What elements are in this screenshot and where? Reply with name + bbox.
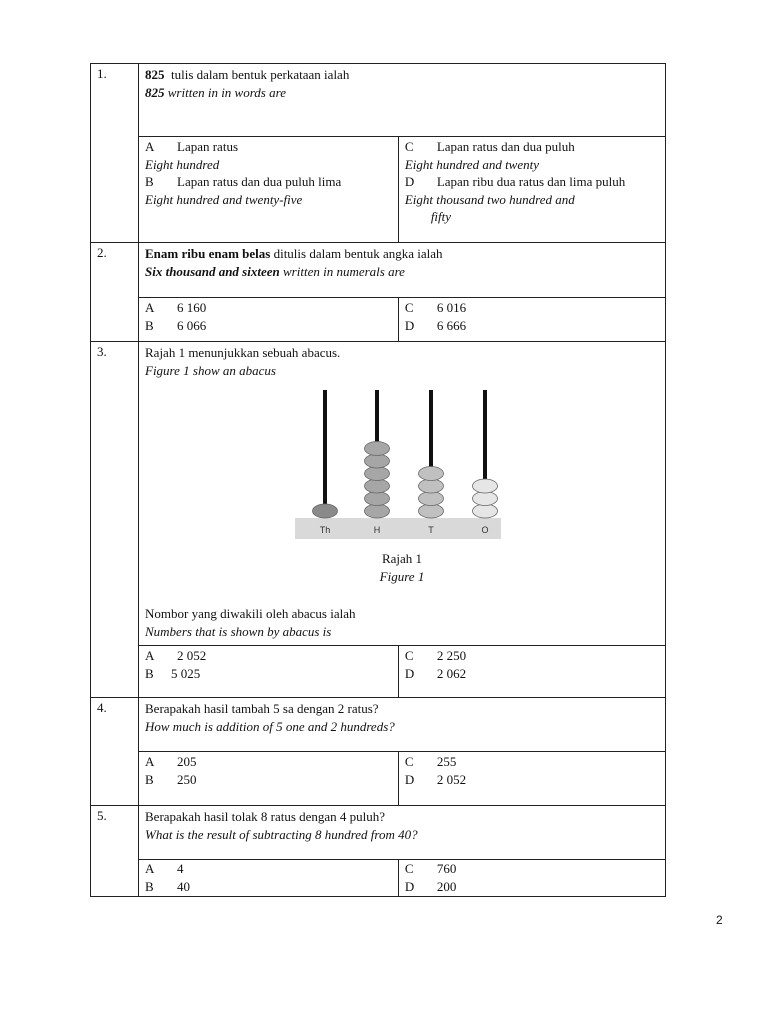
question-5-row [91, 806, 666, 860]
question-5-en: What is the result of subtracting 8 hundred from 40? [145, 827, 418, 842]
question-1-options [139, 137, 666, 243]
question-3-text [139, 342, 666, 646]
abacus-bead [365, 442, 390, 456]
option-letter: A [145, 648, 155, 663]
option-text-ms: Lapan ribu dua ratus dan lima puluh [436, 174, 626, 189]
option-value: 205 [177, 754, 197, 769]
option-letter: C [404, 754, 414, 769]
svg-text:°: ° [395, 384, 397, 387]
option-letter: C [404, 648, 414, 663]
option-text-en: Eight hundred and twenty [404, 156, 540, 172]
abacus-bead [365, 479, 390, 493]
question-3-en: Figure 1 show an abacus [145, 363, 276, 378]
question-1-en-rest: written in in words are [164, 85, 286, 100]
rod-label-o: O [481, 525, 489, 535]
question-2-option-a[interactable] [145, 299, 392, 317]
question-2-options-row [91, 298, 666, 342]
option-text-en: Eight thousand two hundred and [404, 191, 575, 207]
question-1-ms-rest: tulis dalam bentuk perkataan ialah [164, 67, 350, 82]
question-2-text [139, 243, 666, 298]
question-1-en-bold: 825 [145, 85, 165, 100]
option-value: 760 [436, 861, 457, 876]
question-1-option-c[interactable] [405, 138, 659, 156]
question-4-option-c[interactable] [405, 753, 659, 771]
option-letter: B [145, 665, 154, 681]
question-4-option-a[interactable] [145, 753, 392, 771]
question-2-ms-rest: ditulis dalam bentuk angka ialah [270, 246, 443, 261]
question-2-en-bold: Six thousand and sixteen [145, 264, 280, 279]
option-letter: B [145, 771, 154, 787]
question-5-option-a[interactable] [145, 860, 392, 878]
abacus-bead [473, 504, 498, 518]
abacus-drawing [145, 384, 705, 550]
figure-caption-en: Figure 1 [379, 569, 425, 584]
abacus-bead [419, 467, 444, 481]
option-letter: C [404, 300, 414, 315]
abacus-figure [145, 384, 659, 550]
abacus-bead [365, 454, 390, 468]
option-letter: C [404, 861, 414, 876]
question-1-option-b[interactable] [145, 173, 392, 191]
option-value: 200 [436, 878, 457, 894]
question-1-ms-bold: 825 [145, 67, 165, 82]
option-text-en: Eight hundred and twenty-five [145, 191, 303, 207]
page-number: 2 [716, 913, 723, 927]
question-2-ms-bold: Enam ribu enam belas [145, 246, 271, 261]
option-value: 255 [436, 754, 457, 769]
question-5-number: 5. [91, 806, 139, 897]
question-1-option-a[interactable] [145, 138, 392, 156]
question-4-ms: Berapakah hasil tambah 5 sa dengan 2 ratus? [145, 701, 379, 716]
question-4-text [139, 698, 666, 752]
question-3-options-row [91, 646, 666, 698]
question-4-options-row [91, 752, 666, 806]
option-letter: D [404, 317, 415, 333]
abacus-bead [313, 504, 338, 518]
option-value: 40 [177, 878, 190, 894]
option-value: 2 062 [436, 665, 467, 681]
option-text-en: Eight hundred [145, 156, 220, 172]
question-3-en-2: Numbers that is shown by abacus is [145, 624, 332, 639]
question-2-en-rest: written in numerals are [279, 264, 405, 279]
option-value: 2 250 [436, 648, 467, 663]
option-value: 4 [177, 861, 184, 876]
question-4-row [91, 698, 666, 752]
question-3-option-a[interactable] [145, 647, 392, 665]
abacus-bead [365, 492, 390, 506]
option-value: 6 666 [436, 317, 467, 333]
question-3-row [91, 342, 666, 646]
option-letter: D [404, 771, 415, 787]
question-5-options [139, 860, 666, 897]
abacus-bead [473, 479, 498, 493]
question-2-option-b[interactable] [145, 317, 392, 335]
option-letter: A [145, 861, 155, 876]
abacus-bead [419, 479, 444, 493]
option-value: 6 066 [177, 317, 207, 333]
question-5-text [139, 806, 666, 860]
option-letter: B [145, 878, 154, 894]
option-value: 2 052 [177, 648, 207, 663]
option-letter: B [145, 174, 154, 189]
question-5-option-c[interactable] [405, 860, 659, 878]
question-2-options [139, 298, 666, 342]
question-2-row [91, 243, 666, 298]
option-text-en-wrap: fifty [430, 209, 452, 224]
abacus-bead [419, 492, 444, 506]
option-letter: A [145, 139, 155, 154]
option-letter: B [145, 317, 154, 333]
question-3-options [139, 646, 666, 698]
rod-label-t: T [428, 525, 434, 535]
question-1-row [91, 64, 666, 137]
question-3-ms: Rajah 1 menunjukkan sebuah abacus. [145, 345, 341, 360]
question-4-option-d[interactable] [405, 771, 659, 789]
question-1-option-d[interactable] [405, 173, 659, 191]
question-3-option-b[interactable] [145, 665, 392, 683]
abacus-bead [365, 467, 390, 481]
question-4-en: How much is addition of 5 one and 2 hundreds? [145, 719, 395, 734]
question-5-ms: Berapakah hasil tolak 8 ratus dengan 4 puluh? [145, 809, 386, 824]
question-3-option-c[interactable] [405, 647, 659, 665]
rod-label-th: Th [319, 525, 331, 535]
abacus-rod-th [323, 390, 327, 518]
question-3-option-d[interactable] [405, 665, 659, 683]
option-letter: C [404, 139, 414, 154]
option-letter: D [404, 878, 415, 894]
option-letter: A [145, 754, 155, 769]
abacus-bead [473, 492, 498, 506]
abacus-bead [419, 504, 444, 518]
option-letter: D [404, 665, 415, 681]
question-3-number: 3. [91, 342, 139, 698]
option-text-ms: Lapan ratus dan dua puluh lima [177, 174, 342, 189]
question-2-option-d[interactable] [405, 317, 659, 335]
question-1-options-row [91, 137, 666, 243]
option-letter: A [145, 300, 155, 315]
question-2-number: 2. [91, 243, 139, 342]
question-4-option-b[interactable] [145, 771, 392, 789]
figure-caption-ms: Rajah 1 [381, 551, 423, 566]
question-4-number: 4. [91, 698, 139, 806]
option-value: 5 025 [171, 665, 201, 681]
rod-label-h: H [373, 525, 381, 535]
question-5-option-d[interactable] [405, 878, 659, 896]
option-letter: D [404, 174, 415, 189]
question-table [90, 63, 666, 897]
option-value: 2 052 [436, 771, 467, 787]
question-1-number: 1. [91, 64, 139, 243]
option-value: 6 160 [177, 300, 207, 315]
option-value: 6 016 [436, 300, 467, 315]
question-2-option-c[interactable] [405, 299, 659, 317]
option-value: 250 [177, 771, 197, 787]
question-3-ms-2: Nombor yang diwakili oleh abacus ialah [145, 606, 356, 621]
question-5-options-row [91, 860, 666, 897]
abacus-bead [365, 504, 390, 518]
question-5-option-b[interactable] [145, 878, 392, 896]
question-1-text [139, 64, 666, 137]
option-text-ms: Lapan ratus [177, 139, 239, 154]
question-4-options [139, 752, 666, 806]
option-text-ms: Lapan ratus dan dua puluh [436, 139, 575, 154]
